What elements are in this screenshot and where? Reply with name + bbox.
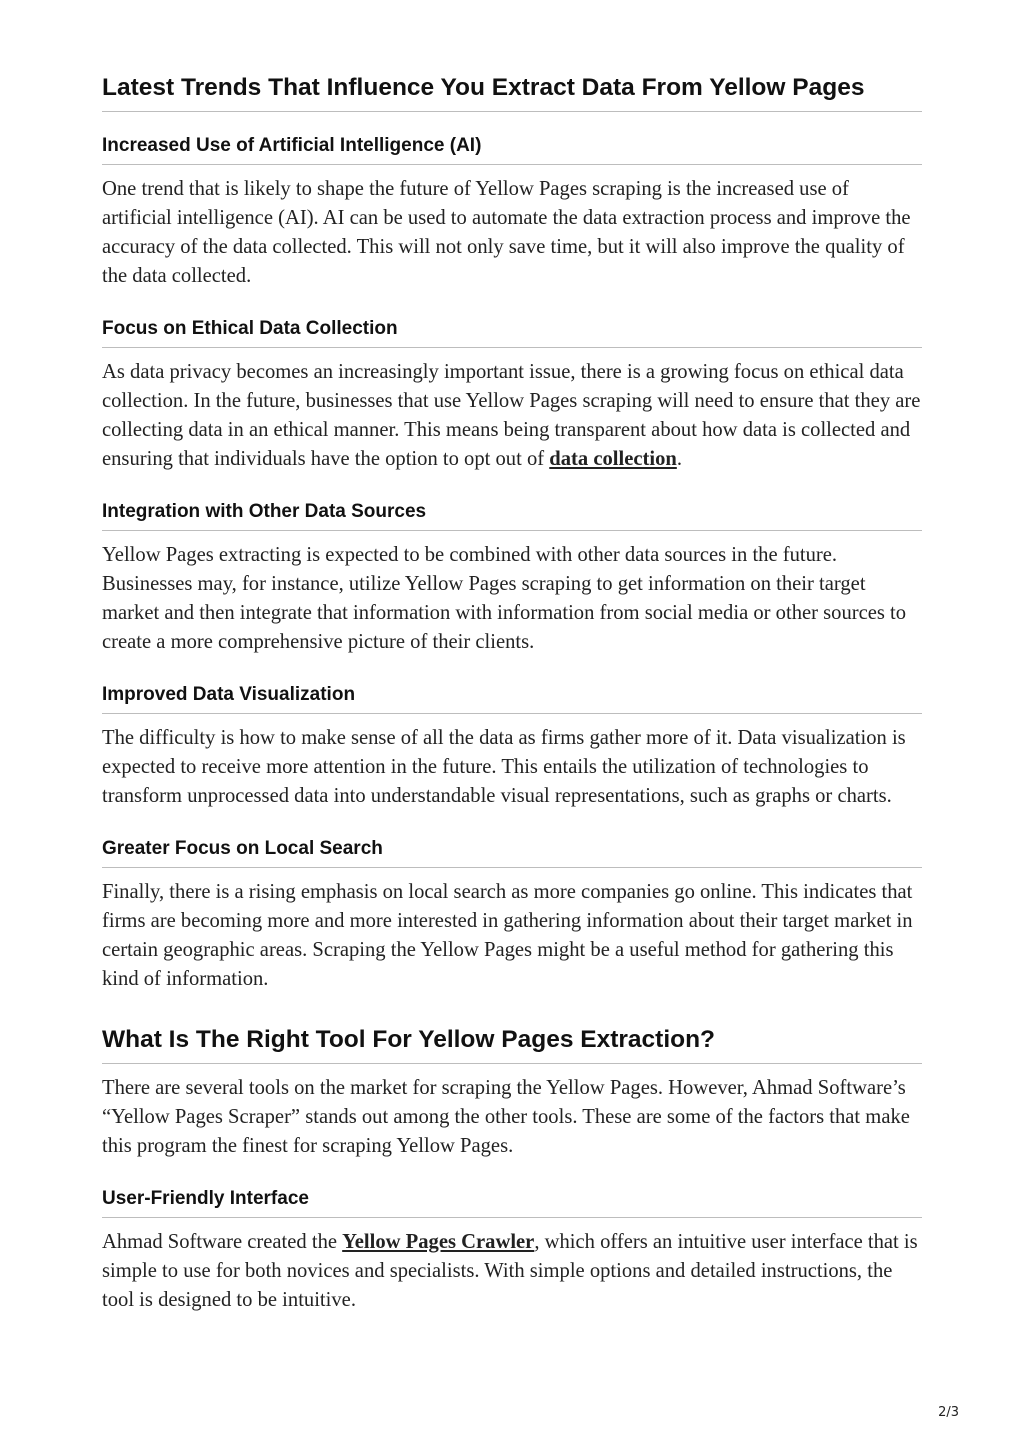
paragraph-local-search: Finally, there is a rising emphasis on local search as more companies go online. This indicates that firms are becoming more and more interested in gathering information about their target market in certain geographic areas. Scraping the Yellow Pages might be a useful method for gathering this kind of information. xyxy=(102,881,913,990)
paragraph-user-friendly-text: Ahmad Software created the xyxy=(102,1231,343,1253)
page-number: 2/3 xyxy=(938,1405,959,1420)
paragraph-ethical xyxy=(102,358,922,474)
subheading-integration: Integration with Other Data Sources xyxy=(102,500,922,531)
paragraph-user-friendly xyxy=(102,1228,922,1315)
subheading-local-search: Greater Focus on Local Search xyxy=(102,837,922,868)
subheading-user-friendly: User-Friendly Interface xyxy=(102,1187,922,1218)
paragraph-visualization: The difficulty is how to make sense of all the data as firms gather more of it. Data visualization is expected to receive more attention in the future. This entails the utilization of technologies to transform unprocessed data into understandable visual representations, such as graphs or charts. xyxy=(102,727,906,807)
paragraph-integration: Yellow Pages extracting is expected to be combined with other data sources in the future. Businesses may, for instance, utilize Yellow Pages scraping to get information on their target market and then integrate that information with information from social media or other sources to create a more comprehensive picture of their clients. xyxy=(102,544,907,653)
paragraph-ethical-text: As data privacy becomes an increasingly important issue, there is a growing focus on ethical data collection. In the future, businesses that use Yellow Pages scraping will need to ensure that they are collecting data in an ethical manner. This means being transparent about how data is collected and ensuring that individuals have the option to opt out of xyxy=(102,361,921,470)
paragraph-ethical-end: . xyxy=(676,448,682,470)
subheading-ethical: Focus on Ethical Data Collection xyxy=(102,317,922,348)
subheading-visualization: Improved Data Visualization xyxy=(102,683,922,714)
yellow-pages-crawler-link[interactable]: Yellow Pages Crawler xyxy=(342,1231,535,1253)
section-heading-trends: Latest Trends That Influence You Extract Data From Yellow Pages xyxy=(102,72,922,112)
paragraph-tool-intro: There are several tools on the market for scraping the Yellow Pages. However, Ahmad Software’s “Yellow Pages Scraper” stands out among the other tools. These are some of the factors that make this program the finest for scraping Yellow Pages. xyxy=(102,1077,910,1157)
paragraph-user-friendly-end: , which offers an intuitive user interface that is simple to use for both novices and specialists. With simple options and detailed instructions, the tool is designed to be intuitive. xyxy=(102,1231,918,1311)
section-heading-right-tool: What Is The Right Tool For Yellow Pages Extraction? xyxy=(102,1024,922,1064)
subheading-ai: Increased Use of Artificial Intelligence (AI) xyxy=(102,134,922,165)
paragraph-ai: One trend that is likely to shape the future of Yellow Pages scraping is the increased use of artificial intelligence (AI). AI can be used to automate the data extraction process and improve the accuracy of the data collected. This will not only save time, but it will also improve the quality of the data collected. xyxy=(102,178,911,287)
document-page xyxy=(102,72,922,1315)
data-collection-link[interactable]: data collection xyxy=(549,448,677,470)
